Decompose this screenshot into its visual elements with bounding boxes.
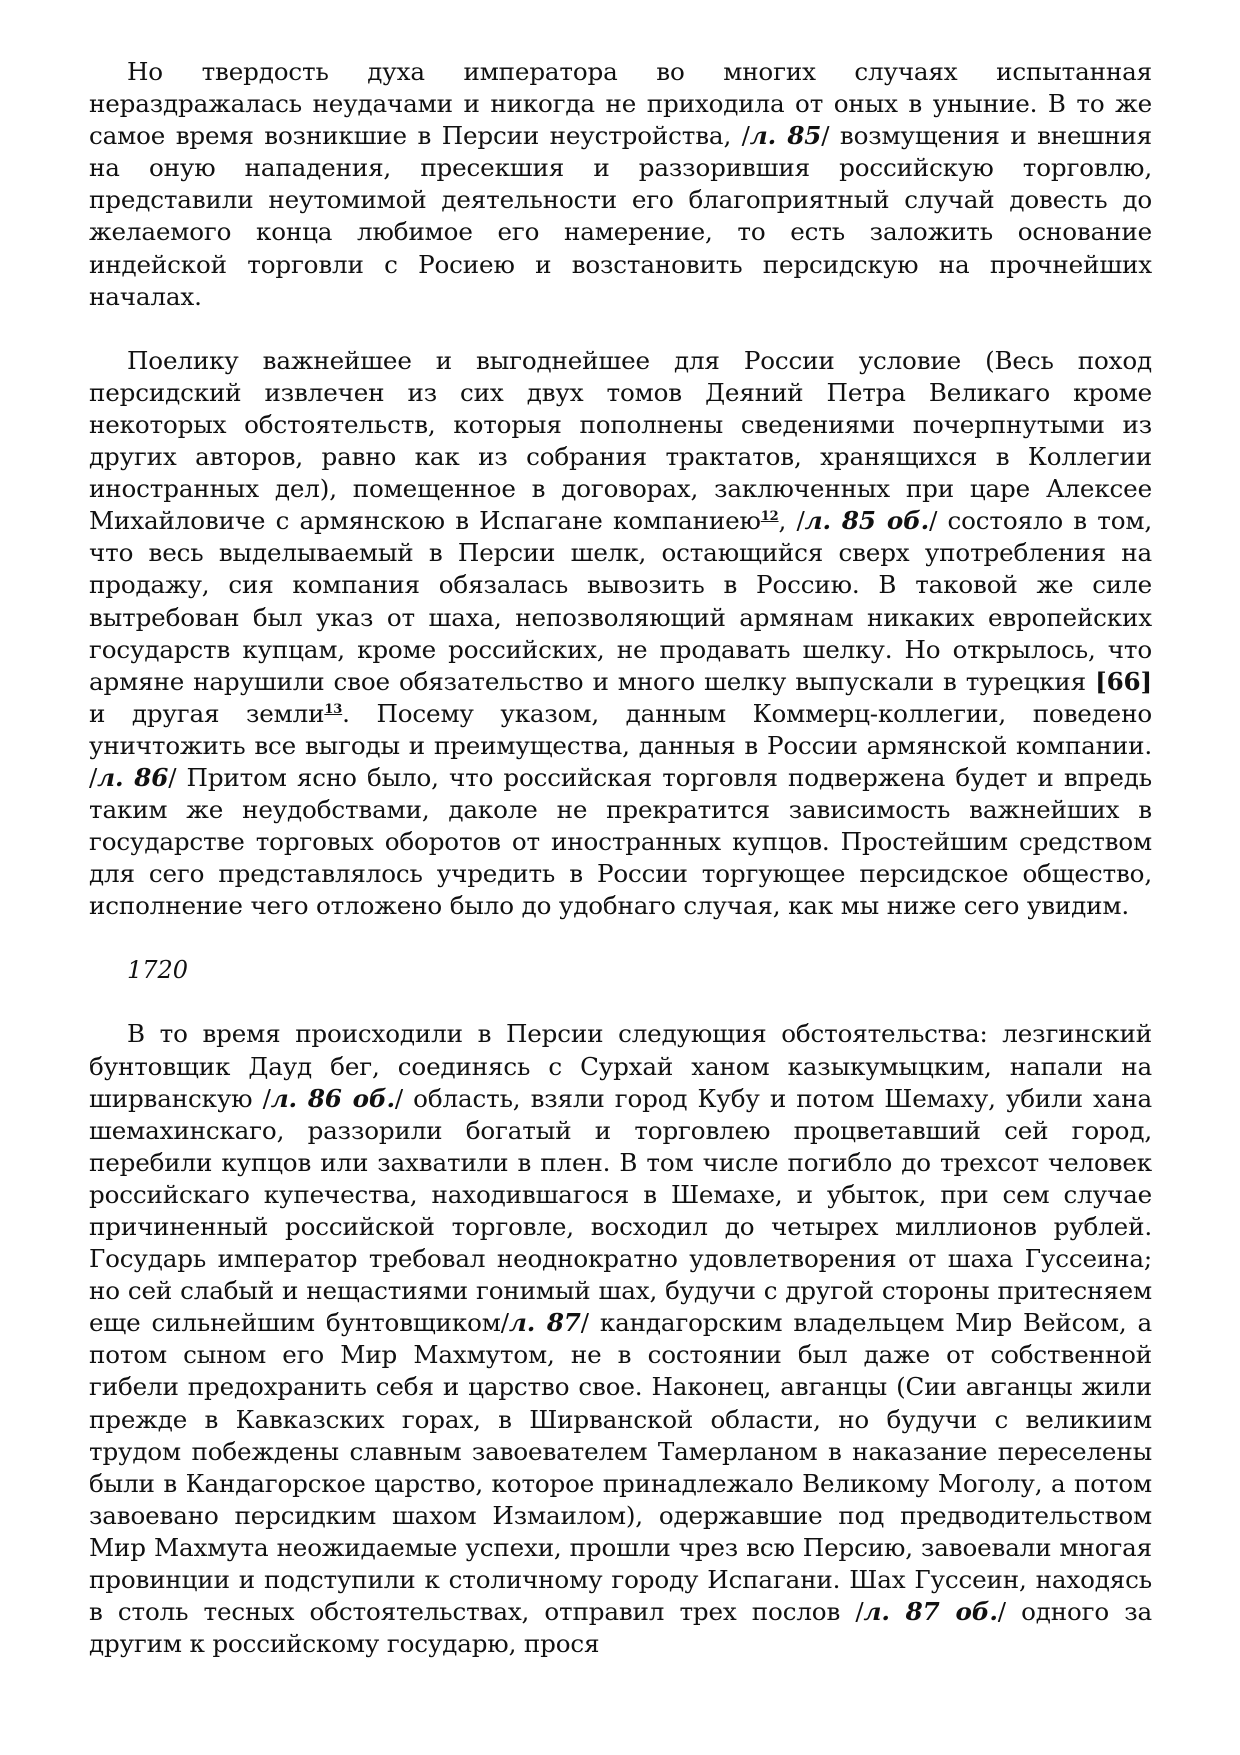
page-marker: /л. 86/ xyxy=(89,762,177,792)
page-number: [66] xyxy=(1095,666,1152,696)
page-marker: /л. 85/ xyxy=(741,121,830,151)
document-page xyxy=(89,56,1152,1660)
year-heading: 1720 xyxy=(127,956,189,985)
paragraph-2: Поелику важнейшее и выгоднейшее для России условие (Весь поход персидский извлечен из сих двух томов Деяний Петра Великаго кроме некоторых обстоятельств, которыя пополнены сведениями почерпнутыми из других авторов, равно как из собрания трактатов, хранящихся в Коллегии иностранных дел), помещенное в договорах, заключенных при царе Алексее Михайловиче с армянскою в Испагане компаниею$^{12}$, /л. 85 об./ состояло в том, что весь выделываемый в Персии шелк, остающийся сверх употребления на продажу, сия компания обязалась вывозить в Россию. В таковой же силе вытребован был указ от шаха, непозволяющий армянам никаких европейских государств купцам, кроме российских, не продавать шелку. Но открылось, что армяне нарушили свое обязательство и много шелку выпускали в турецкия [66] и другая земли$^{13}$. Посему указом, данным Коммерц-коллегии, поведено уничтожить все выгоды и преимущества, данныя в России армянской компании. /л. 86/ Притом ясно было, что российская торговля подвержена будет и впредь таким же неудобствами, даколе не прекратится зависимость важнейших в государстве торговых оборотов от иностранных купцов. Простейшим средством для сего представлялось учредить в России торгующее персидское общество, исполнение чего отложено было до удобнаго случая, как мы ниже сего увидим. xyxy=(89,345,1152,921)
page-marker: /л. 86 об./ xyxy=(262,1083,404,1113)
paragraph-1: Но твердость духа императора во многих случаях испытанная нераздражалась неудачами и никогда не приходила от оных в уныние. В то же самое время возникшие в Персии неустройства, /л. 85/ возмущения и внешния на оную нападения, пресекшия и раззорившия российскую торговлю, представили неутомимой деятельности его благоприятный случай довесть до желаемого конца любимое его намерение, то есть заложить основание индейской торговли с Росиею и возстановить персидскую на прочнейших началах. xyxy=(89,57,1152,311)
footnote-ref[interactable]: 12 xyxy=(760,509,779,525)
footnote-ref[interactable]: 13 xyxy=(324,701,343,717)
page-marker: /л. 87 об./ xyxy=(855,1597,1006,1627)
page-marker: /л. 87/ xyxy=(500,1308,589,1338)
paragraph-3: В то время происходили в Персии следующия обстоятельства: лезгинский бунтовщик Дауд бег, соединясь с Сурхай ханом казыкумыцким, напали на ширванскую /л. 86 об./ область, взяли город Кубу и потом Шемаху, убили хана шемахинскаго, раззорили богатый и торговлею процветавший сей город, перебили купцов или захватили в плен. В том числе погибло до трехсот человек российскаго купечества, находившагося в Шемахе, и убыток, при сем случае причиненный российской торговле, восходил до четырех миллионов рублей. Государь император требовал неоднократно удовлетворения от шаха Гуссеина; но сей слабый и нещастиями гонимый шах, будучи с другой стороны притесняем еще сильнейшим бунтовщиком/л. 87/ кандагорским владельцем Мир Вейсом, а потом сыном его Мир Махмутом, не в состоянии был даже от собственной гибели предохранить себя и царство свое. Наконец, авганцы (Сии авганцы жили прежде в Кавказских горах, в Ширванской области, но будучи с великиим трудом побеждены славным завоевателем Тамерланом в наказание переселены были в Кандагорское царство, которое принадлежало Великому Моголу, а потом завоевано персидким шахом Измаилом), одержавшие под предводительством Мир Махмута неожидаемые успехи, прошли чрез всю Персию, завоевали многая провинции и подступили к столичному городу Испагани. Шах Гуссеин, находясь в столь тесных обстоятельствах, отправил трех послов /л. 87 об./ одного за другим к российскому государю, прося xyxy=(89,1019,1153,1659)
page-marker: /л. 85 об./ xyxy=(796,506,938,536)
